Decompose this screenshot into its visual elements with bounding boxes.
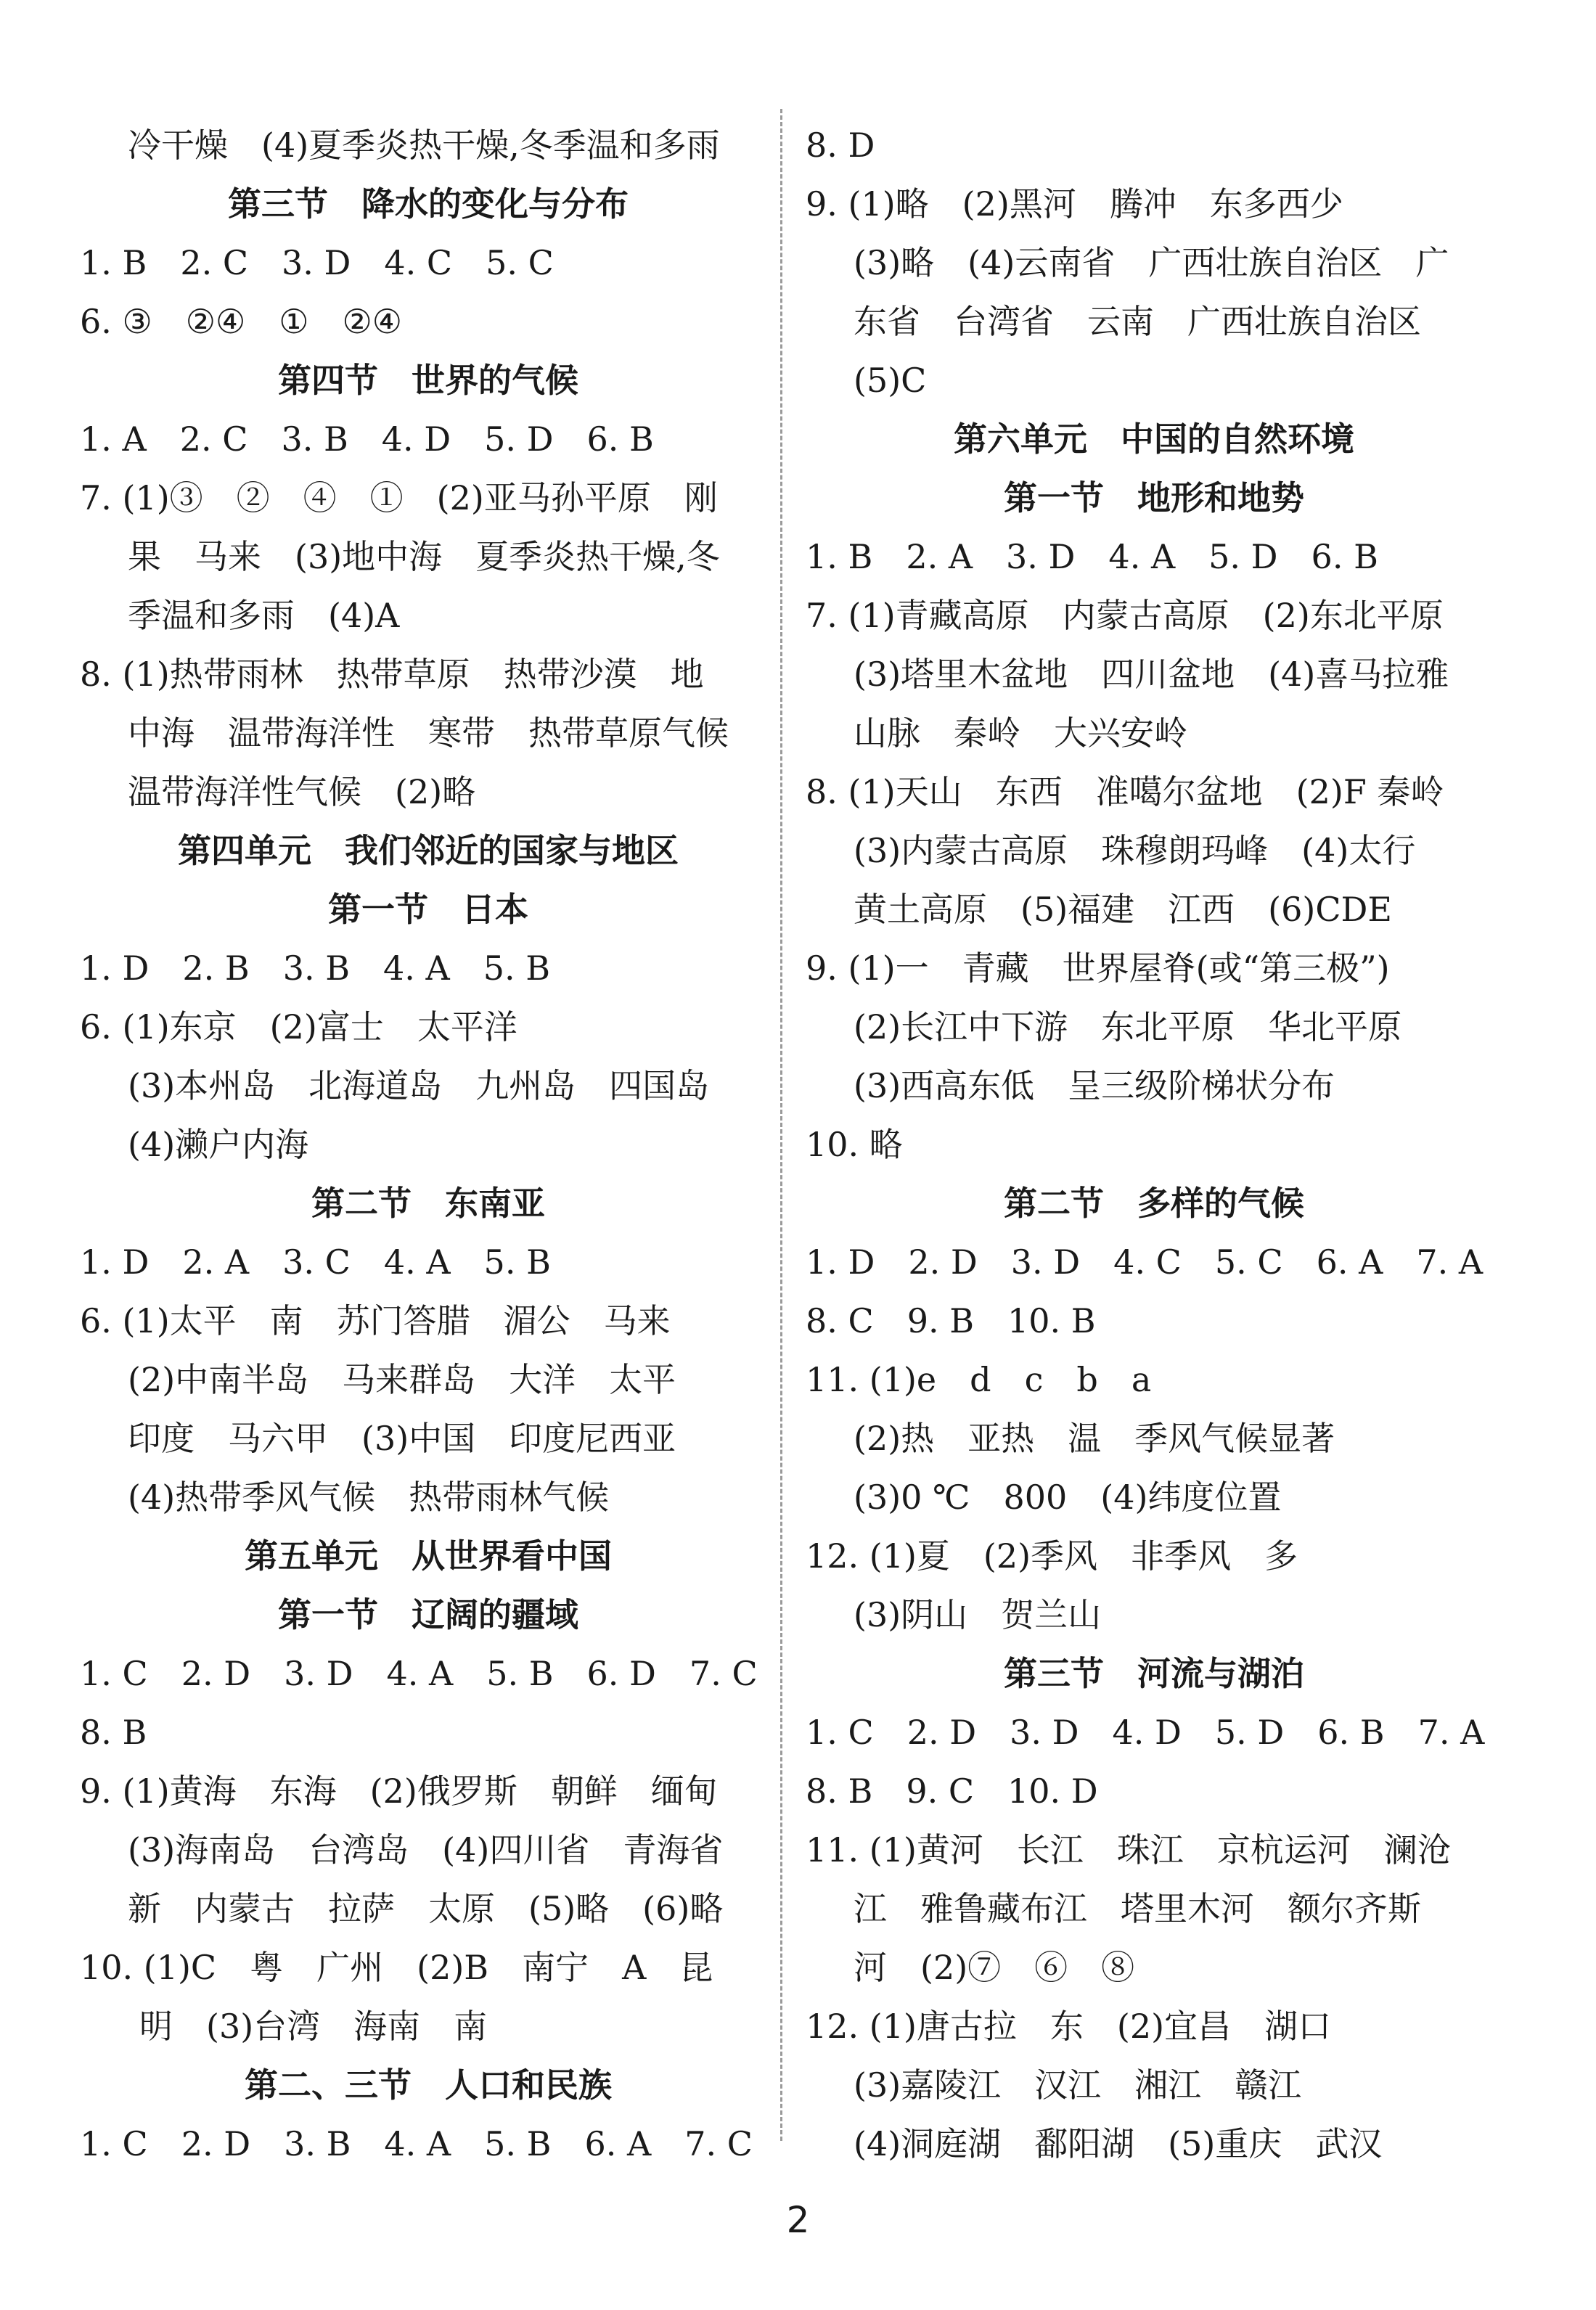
answer-line: 果 马来 (3)地中海 夏季炎热干燥,冬 [128,537,720,576]
answer-line: (4)洞庭湖 鄱阳湖 (5)重庆 武汉 [854,2124,1383,2163]
answer-line: 8. C 9. B 10. B [806,1301,1096,1340]
answer-line: 12. (1)唐古拉 东 (2)宜昌 湖口 [806,2007,1332,2046]
answer-line: 8. (1)天山 东西 准噶尔盆地 (2)F 秦岭 [806,772,1444,811]
answer-line: (3)略 (4)云南省 广西壮族自治区 广 [854,243,1449,282]
answer-line: (2)中南半岛 马来群岛 大洋 太平 [128,1360,676,1399]
answer-line: 江 雅鲁藏布江 塔里木河 额尔齐斯 [854,1889,1421,1928]
answer-line: 6. ③ ②④ ① ②④ [80,302,402,341]
answer-line: 东省 台湾省 云南 广西壮族自治区 [854,302,1421,341]
answer-line: 8. (1)热带雨林 热带草原 热带沙漠 地 [80,655,704,694]
answer-line: (4)濑户内海 [128,1125,309,1164]
section-heading: 第四节 世界的气候 [278,361,578,400]
answer-line: 冷干燥 (4)夏季炎热干燥,冬季温和多雨 [128,126,720,165]
answer-line: 山脉 秦岭 大兴安岭 [854,713,1187,753]
answer-line: (4)热带季风气候 热带雨林气候 [128,1478,610,1517]
section-heading: 第六单元 中国的自然环境 [954,419,1354,459]
answer-line: 1. C 2. D 3. B 4. A 5. B 6. A 7. C [80,2124,753,2163]
answer-line: (3)本州岛 北海道岛 九州岛 四国岛 [128,1066,710,1105]
answer-line: 8. D [806,126,875,165]
answer-line: (3)0 ℃ 800 (4)纬度位置 [854,1478,1282,1517]
answer-line: 新 内蒙古 拉萨 太原 (5)略 (6)略 [128,1889,724,1928]
section-heading: 第一节 日本 [328,890,528,929]
column-divider [780,109,782,2141]
answer-line: 11. (1)e d c b a [806,1360,1152,1399]
answer-line: 中海 温带海洋性 寒带 热带草原气候 [128,713,729,753]
answer-line: 1. A 2. C 3. B 4. D 5. D 6. B [80,419,654,459]
answer-line: 6. (1)太平 南 苏门答腊 湄公 马来 [80,1301,671,1340]
answer-line: 季温和多雨 (4)A [128,596,400,635]
answer-line: (3)阴山 贺兰山 [854,1595,1102,1634]
answer-line: 1. B 2. A 3. D 4. A 5. D 6. B [806,537,1378,576]
answer-line: 河 (2)⑦ ⑥ ⑧ [854,1948,1135,1987]
answer-line: 印度 马六甲 (3)中国 印度尼西亚 [128,1419,676,1458]
section-heading: 第三节 河流与湖泊 [1004,1654,1304,1693]
answer-line: 12. (1)夏 (2)季风 非季风 多 [806,1536,1298,1576]
answer-line: (5)C [854,361,927,400]
section-heading: 第三节 降水的变化与分布 [228,184,629,224]
answer-line: 1. D 2. A 3. C 4. A 5. B [80,1242,551,1282]
section-heading: 第一节 辽阔的疆域 [278,1595,578,1634]
answer-line: 1. D 2. D 3. D 4. C 5. C 6. A 7. A [806,1242,1484,1282]
page-number: 2 [786,2199,810,2241]
answer-line: 8. B [80,1713,147,1752]
answer-line: 10. (1)C 粤 广州 (2)B 南宁 A 昆 [80,1948,713,1987]
answer-line: 8. B 9. C 10. D [806,1772,1098,1811]
answer-line: 明 (3)台湾 海南 南 [139,2007,488,2046]
section-heading: 第五单元 从世界看中国 [245,1536,612,1576]
answer-line: 7. (1)③ ② ④ ① (2)亚马孙平原 刚 [80,478,718,517]
answer-line: (3)塔里木盆地 四川盆地 (4)喜马拉雅 [854,655,1449,694]
answer-line: (3)海南岛 台湾岛 (4)四川省 青海省 [128,1830,724,1869]
answer-line: 1. D 2. B 3. B 4. A 5. B [80,949,551,988]
section-heading: 第一节 地形和地势 [1004,478,1304,517]
answer-line: 10. 略 [806,1125,903,1164]
section-heading: 第二、三节 人口和民族 [245,2065,612,2105]
right-column [806,116,1502,2174]
answer-line: 黄土高原 (5)福建 江西 (6)CDE [854,890,1392,929]
answer-line: 9. (1)一 青藏 世界屋脊(或“第三极”) [806,949,1390,988]
answer-line: 1. B 2. C 3. D 4. C 5. C [80,243,554,282]
left-column [80,116,777,2174]
answer-line: (2)热 亚热 温 季风气候显著 [854,1419,1335,1458]
answer-line: 11. (1)黄河 长江 珠江 京杭运河 澜沧 [806,1830,1451,1869]
answer-line: (3)西高东低 呈三级阶梯状分布 [854,1066,1335,1105]
answer-line: 9. (1)略 (2)黑河 腾冲 东多西少 [806,184,1343,224]
answer-line: (2)长江中下游 东北平原 华北平原 [854,1007,1402,1047]
answer-line: 温带海洋性气候 (2)略 [128,772,476,811]
answer-line: 9. (1)黄海 东海 (2)俄罗斯 朝鲜 缅甸 [80,1772,718,1811]
section-heading: 第二节 东南亚 [311,1184,545,1223]
answer-line: 6. (1)东京 (2)富士 太平洋 [80,1007,517,1047]
answer-line: (3)嘉陵江 汉江 湘江 赣江 [854,2065,1302,2105]
section-heading: 第四单元 我们邻近的国家与地区 [178,831,679,870]
answer-line: 1. C 2. D 3. D 4. A 5. B 6. D 7. C [80,1654,758,1693]
answer-line: 1. C 2. D 3. D 4. D 5. D 6. B 7. A [806,1713,1485,1752]
answer-line: 7. (1)青藏高原 内蒙古高原 (2)东北平原 [806,596,1444,635]
section-heading: 第二节 多样的气候 [1004,1184,1304,1223]
answer-line: (3)内蒙古高原 珠穆朗玛峰 (4)太行 [854,831,1416,870]
